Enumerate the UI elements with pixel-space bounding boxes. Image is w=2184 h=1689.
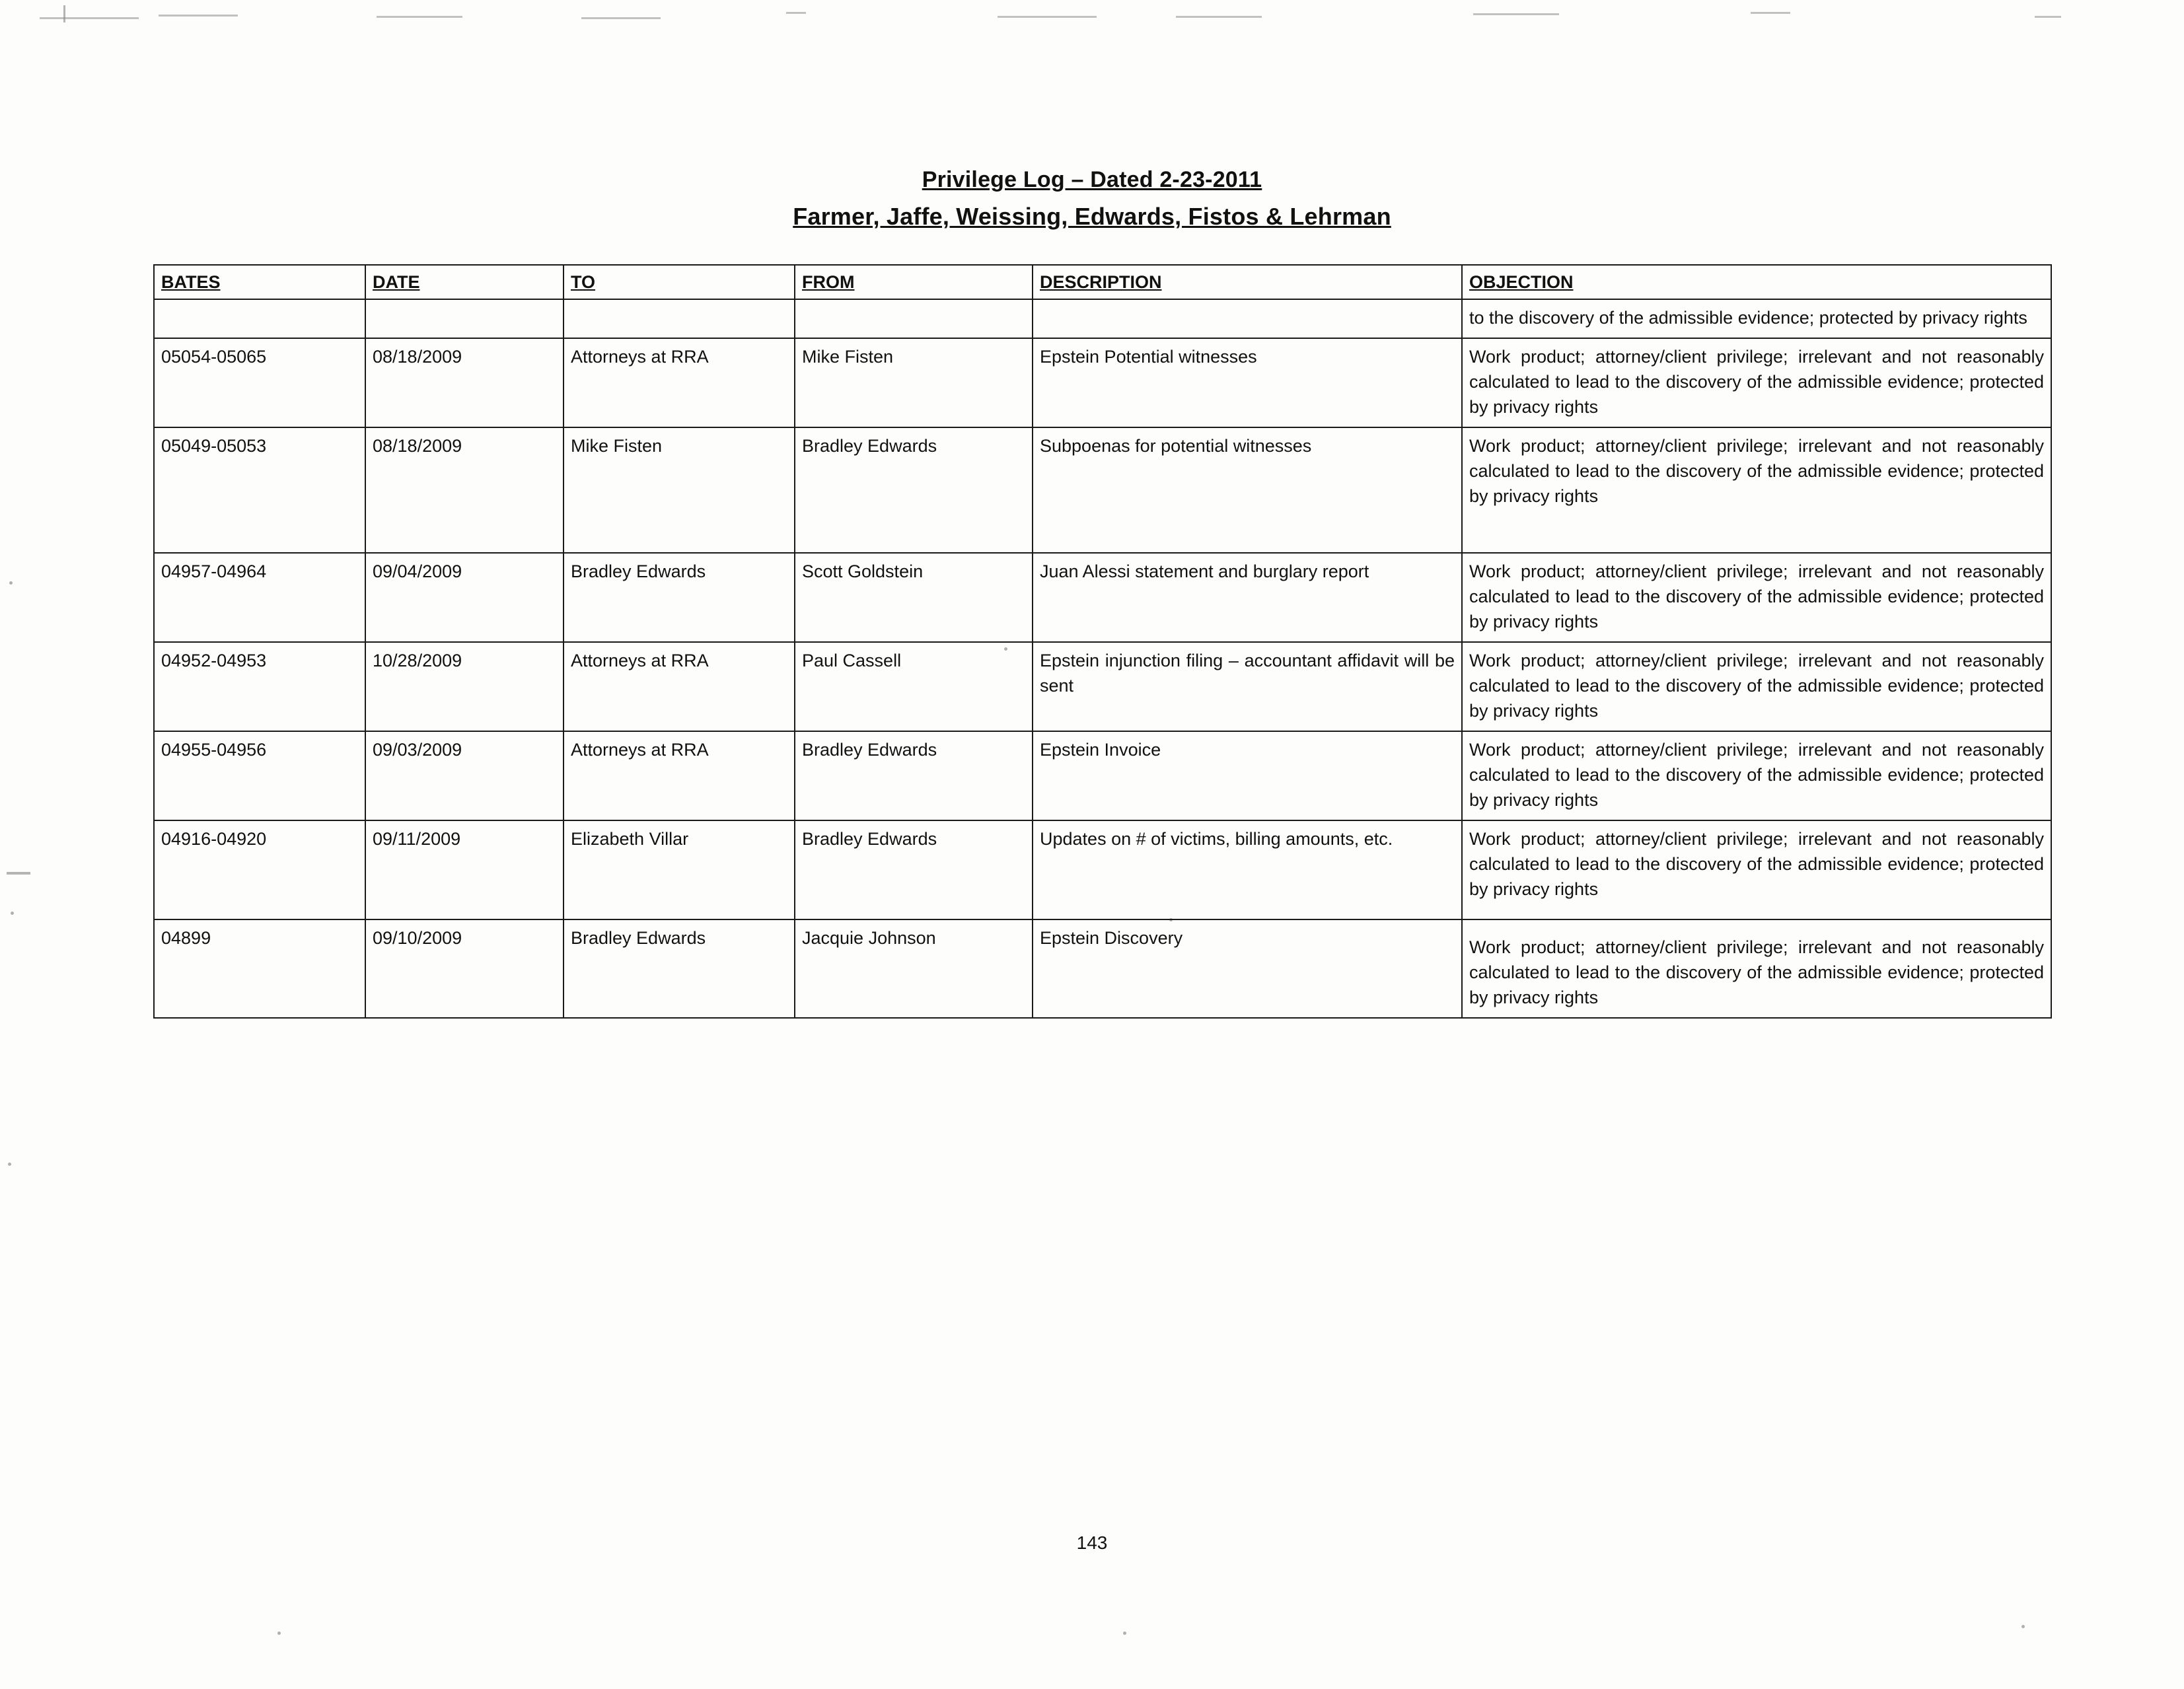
table-row — [154, 820, 2051, 919]
cell-from: Bradley Edwards — [795, 731, 1033, 820]
cell-description — [1033, 299, 1462, 338]
scan-artifact — [1751, 12, 1790, 14]
document-title — [0, 165, 2184, 233]
cell-objection: Work product; attorney/client privilege; irrelevant and not reasonably calculated to lead to the discovery of the admissible evidence; protected by privacy rights — [1462, 731, 2051, 820]
cell-date: 09/10/2009 — [365, 919, 564, 1018]
cell-bates: 05049-05053 — [154, 427, 365, 553]
cell-date: 09/04/2009 — [365, 553, 564, 642]
cell-to: Attorneys at RRA — [564, 642, 795, 731]
scan-speck — [9, 581, 13, 585]
column-header-description: DESCRIPTION — [1033, 265, 1462, 299]
cell-to: Attorneys at RRA — [564, 731, 795, 820]
cell-to: Bradley Edwards — [564, 553, 795, 642]
table-row — [154, 731, 2051, 820]
scan-speck — [277, 1632, 281, 1635]
cell-to: Mike Fisten — [564, 427, 795, 553]
cell-from: Mike Fisten — [795, 338, 1033, 427]
scan-artifact — [1473, 13, 1559, 15]
cell-from — [795, 299, 1033, 338]
table-row — [154, 919, 2051, 1018]
cell-bates: 04952-04953 — [154, 642, 365, 731]
scan-speck — [1123, 1632, 1126, 1635]
cell-description: Epstein Discovery — [1033, 919, 1462, 1018]
table-row — [154, 338, 2051, 427]
scan-artifact — [1176, 16, 1262, 18]
table-row — [154, 427, 2051, 553]
cell-objection: Work product; attorney/client privilege; irrelevant and not reasonably calculated to lead to the discovery of the admissible evidence; protected by privacy rights — [1462, 919, 2051, 1018]
table-row — [154, 642, 2051, 731]
cell-description: Updates on # of victims, billing amounts, etc. — [1033, 820, 1462, 919]
table-row — [154, 299, 2051, 338]
cell-from: Paul Cassell — [795, 642, 1033, 731]
cell-description: Epstein Potential witnesses — [1033, 338, 1462, 427]
column-header-objection: OBJECTION — [1462, 265, 2051, 299]
scan-artifact — [786, 12, 806, 14]
scan-artifact — [998, 16, 1097, 18]
cell-description: Juan Alessi statement and burglary report — [1033, 553, 1462, 642]
cell-date: 09/03/2009 — [365, 731, 564, 820]
scan-speck — [8, 1163, 11, 1166]
scan-artifact — [581, 17, 661, 19]
cell-to: Bradley Edwards — [564, 919, 795, 1018]
scan-artifact — [63, 5, 65, 22]
cell-date — [365, 299, 564, 338]
cell-objection: Work product; attorney/client privilege; irrelevant and not reasonably calculated to lead to the discovery of the admissible evidence; protected by privacy rights — [1462, 427, 2051, 553]
scan-speck — [2021, 1625, 2025, 1628]
cell-date: 08/18/2009 — [365, 427, 564, 553]
cell-description: Epstein Invoice — [1033, 731, 1462, 820]
cell-bates: 04899 — [154, 919, 365, 1018]
cell-bates: 05054-05065 — [154, 338, 365, 427]
cell-bates: 04955-04956 — [154, 731, 365, 820]
cell-from: Bradley Edwards — [795, 820, 1033, 919]
scan-artifact — [7, 872, 30, 875]
column-header-bates: BATES — [154, 265, 365, 299]
cell-from: Jacquie Johnson — [795, 919, 1033, 1018]
page-number: 143 — [1076, 1532, 1108, 1553]
column-header-from: FROM — [795, 265, 1033, 299]
cell-objection: Work product; attorney/client privilege; irrelevant and not reasonably calculated to lead to the discovery of the admissible evidence; protected by privacy rights — [1462, 338, 2051, 427]
cell-objection: to the discovery of the admissible evidence; protected by privacy rights — [1462, 299, 2051, 338]
cell-description: Subpoenas for potential witnesses — [1033, 427, 1462, 553]
scan-artifact — [377, 16, 462, 18]
cell-description: Epstein injunction filing – accountant affidavit will be sent — [1033, 642, 1462, 731]
cell-objection: Work product; attorney/client privilege; irrelevant and not reasonably calculated to lead to the discovery of the admissible evidence; protected by privacy rights — [1462, 820, 2051, 919]
cell-to — [564, 299, 795, 338]
scan-artifact — [2035, 16, 2061, 18]
column-header-date: DATE — [365, 265, 564, 299]
privilege-log-table — [153, 264, 2052, 1019]
cell-bates: 04957-04964 — [154, 553, 365, 642]
cell-objection: Work product; attorney/client privilege; irrelevant and not reasonably calculated to lead to the discovery of the admissible evidence; protected by privacy rights — [1462, 553, 2051, 642]
cell-from: Bradley Edwards — [795, 427, 1033, 553]
cell-to: Elizabeth Villar — [564, 820, 795, 919]
cell-date: 10/28/2009 — [365, 642, 564, 731]
cell-from: Scott Goldstein — [795, 553, 1033, 642]
cell-bates: 04916-04920 — [154, 820, 365, 919]
cell-objection: Work product; attorney/client privilege; irrelevant and not reasonably calculated to lead to the discovery of the admissible evidence; protected by privacy rights — [1462, 642, 2051, 731]
scan-speck — [11, 912, 14, 915]
cell-to: Attorneys at RRA — [564, 338, 795, 427]
column-header-to: TO — [564, 265, 795, 299]
cell-date: 09/11/2009 — [365, 820, 564, 919]
title-line-2: Farmer, Jaffe, Weissing, Edwards, Fistos & Lehrman — [793, 202, 1391, 230]
scan-artifact — [159, 15, 238, 17]
table-header-row — [154, 265, 2051, 299]
cell-bates — [154, 299, 365, 338]
table-row — [154, 553, 2051, 642]
title-line-1: Privilege Log – Dated 2-23-2011 — [922, 167, 1262, 192]
cell-date: 08/18/2009 — [365, 338, 564, 427]
scan-artifact — [40, 17, 139, 19]
